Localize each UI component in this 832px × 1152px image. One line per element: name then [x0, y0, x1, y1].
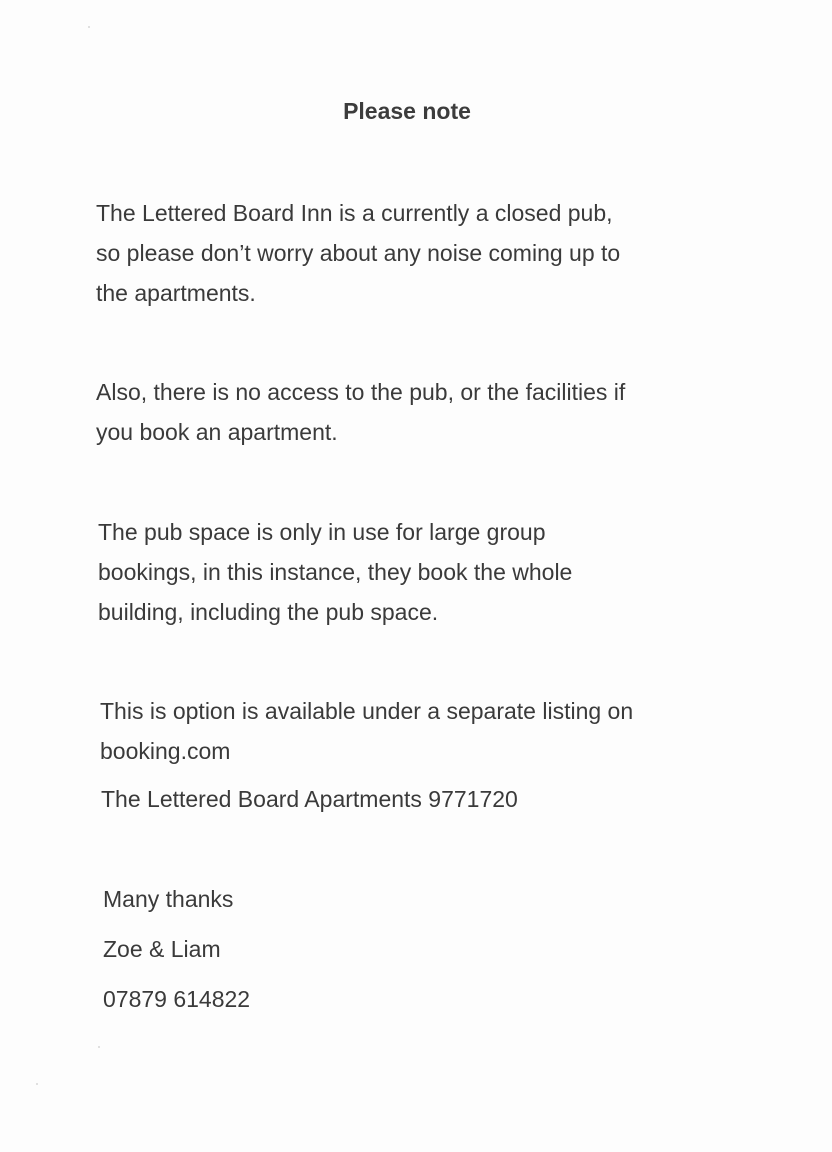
paragraph-line: you book an apartment. [96, 419, 338, 445]
closing-line: Many thanks [103, 886, 234, 912]
contact-phone: 07879 614822 [103, 986, 251, 1012]
paragraph-line: bookings, in this instance, they book the whole [98, 559, 573, 585]
paragraph-no-access [96, 372, 736, 452]
paragraph-pub-space-use [98, 512, 738, 632]
paragraph-line: The pub space is only in use for large group [98, 519, 546, 545]
scan-speck [98, 1046, 100, 1048]
paragraph-separate-listing [100, 691, 740, 771]
notice-title: Please note [343, 98, 471, 124]
paragraph-line: This is option is available under a separate listing on [100, 698, 634, 724]
paragraph-line: The Lettered Board Inn is a currently a closed pub, [96, 200, 613, 226]
sender-names: Zoe & Liam [103, 936, 221, 962]
paragraph-line: the apartments. [96, 280, 256, 306]
scan-speck [36, 1083, 38, 1085]
paragraph-line: building, including the pub space. [98, 599, 439, 625]
paragraph-line: so please don’t worry about any noise coming up to [96, 240, 621, 266]
paragraph-pub-closed [96, 193, 736, 313]
paragraph-line: Also, there is no access to the pub, or the facilities if [96, 379, 626, 405]
listing-name: The Lettered Board Apartments 9771720 [101, 786, 518, 812]
paragraph-line: booking.com [100, 738, 231, 764]
scan-speck [88, 26, 90, 28]
